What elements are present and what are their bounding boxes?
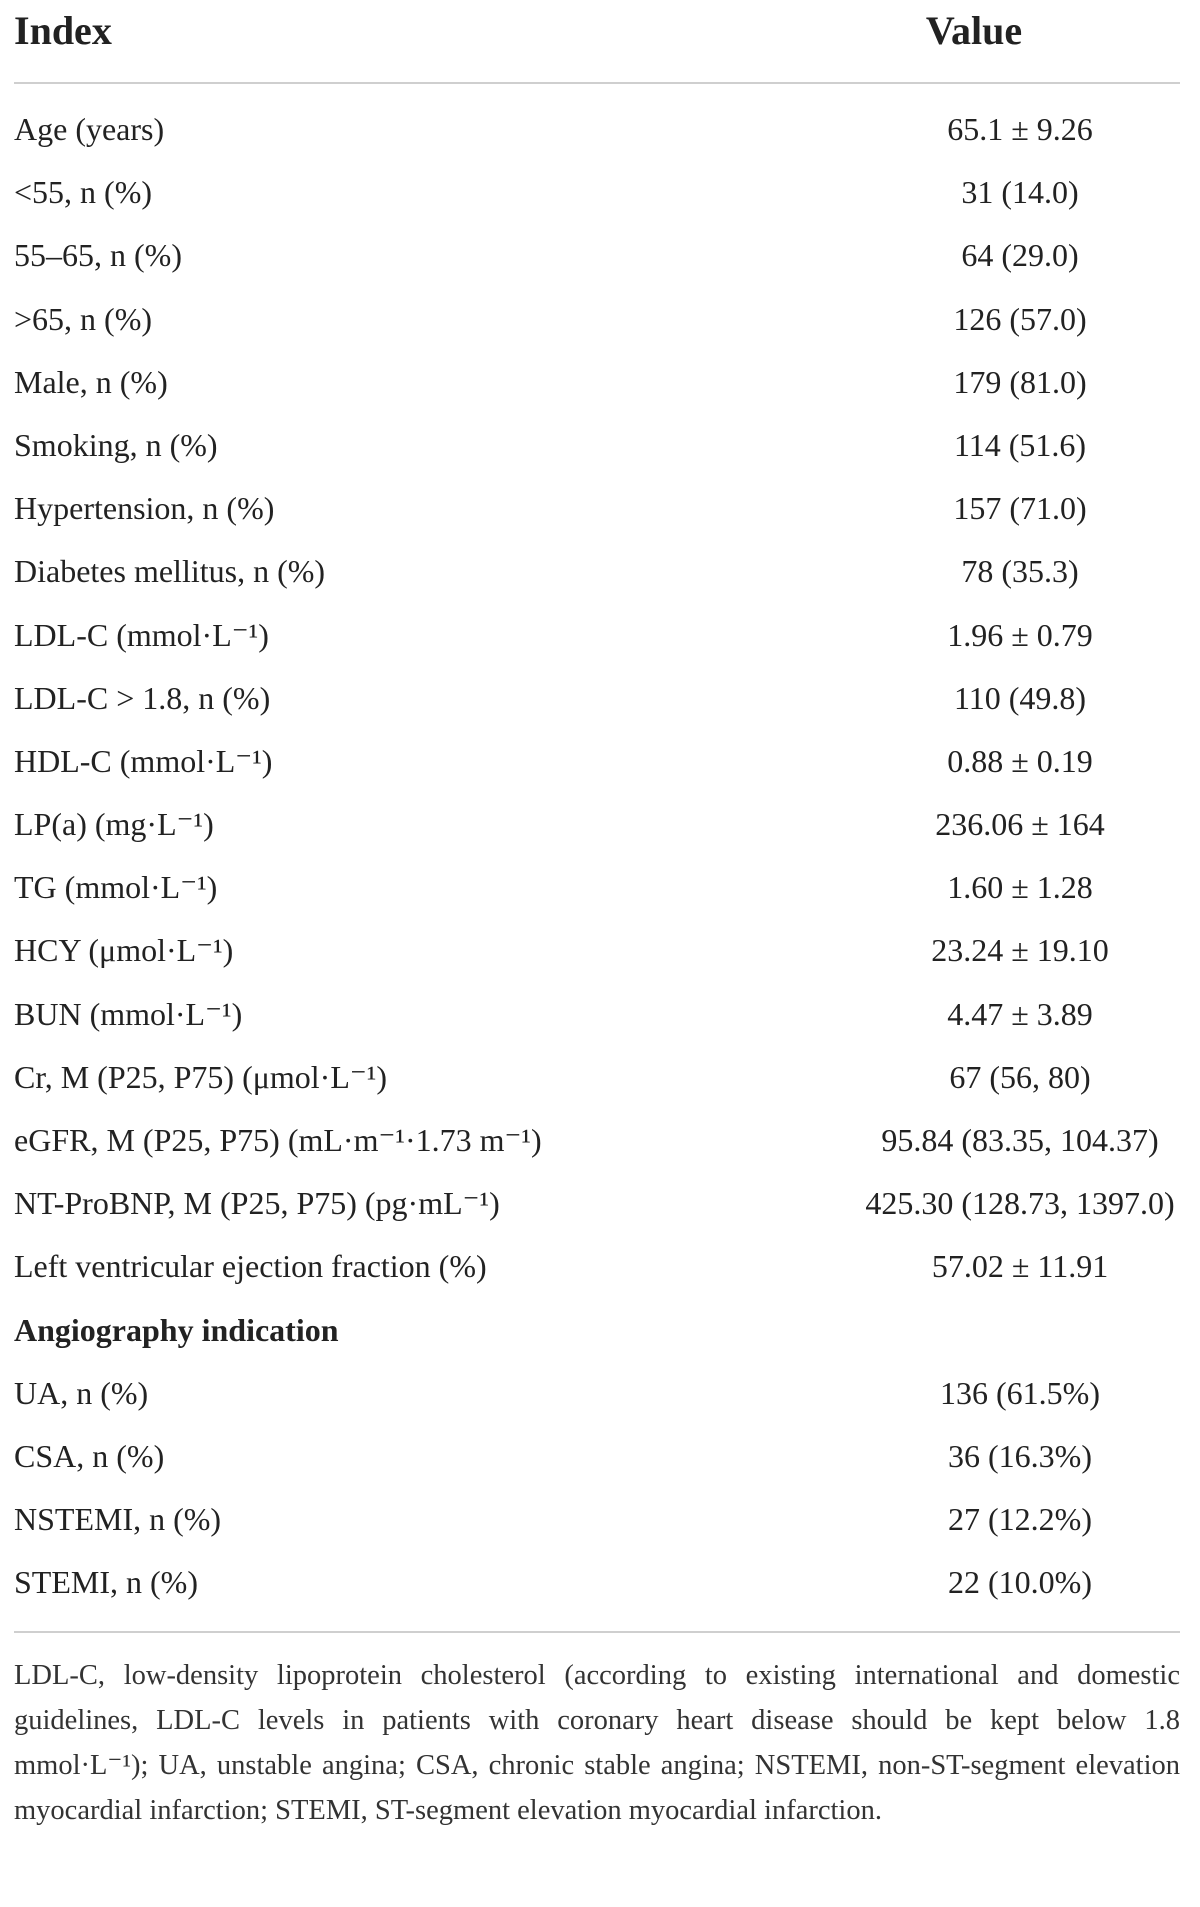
row-label: Age (years) — [14, 111, 165, 147]
row-label: Left ventricular ejection fraction (%) — [14, 1248, 487, 1285]
table-row: CSA, n (%) 36 (16.3%) — [14, 1425, 1180, 1488]
row-label: <55, n (%) — [14, 174, 153, 211]
row-label: TG (mmol·L⁻¹) — [14, 869, 218, 906]
table-row: Hypertension, n (%) 157 (71.0) — [14, 477, 1180, 540]
section-header-row — [14, 1299, 1180, 1362]
table-row: NSTEMI, n (%) 27 (12.2%) — [14, 1488, 1180, 1551]
row-label: Hypertension, n (%) — [14, 490, 275, 527]
row-label: Cr, M (P25, P75) (μmol·L⁻¹) — [14, 1058, 388, 1095]
table-header: Index Value — [14, 0, 1180, 84]
table-row: Age (years) 65.1 ± 9.26 — [14, 98, 1180, 161]
row-label: NSTEMI, n (%) — [14, 1501, 222, 1538]
row-label: 55–65, n (%) — [14, 237, 182, 274]
table-row: LP(a) (mg·L⁻¹) 236.06 ± 164 — [14, 793, 1180, 856]
row-label: LDL-C > 1.8, n (%) — [14, 679, 271, 716]
row-label: BUN (mmol·L⁻¹) — [14, 995, 243, 1032]
table-row: UA, n (%) 136 (61.5%) — [14, 1362, 1180, 1425]
row-label: UA, n (%) — [14, 1374, 149, 1411]
table-row: Diabetes mellitus, n (%) 78 (35.3) — [14, 540, 1180, 603]
row-label: HCY (μmol·L⁻¹) — [14, 932, 234, 969]
table-footnote: LDL-C, low-density lipoprotein cholesterol (according to existing international and domestic guidelines, LDL-C levels in patients with coronary heart disease should be kept below 1.8 mmol·L⁻¹); UA, unstable angina; CSA, chronic stable angina; NSTEMI, non-ST-segment elevation myocardial infarction; STEMI, ST-segment elevation myocardial infarction. — [14, 1659, 1180, 1826]
table-row: Left ventricular ejection fraction (%) 57.02 ± 11.91 — [14, 1235, 1180, 1298]
table-row: BUN (mmol·L⁻¹) 4.47 ± 3.89 — [14, 983, 1180, 1046]
data-table — [14, 0, 1180, 1833]
table-row: LDL-C > 1.8, n (%) 110 (49.8) — [14, 667, 1180, 730]
row-label: >65, n (%) — [14, 300, 153, 337]
row-label: LDL-C (mmol·L⁻¹) — [14, 616, 269, 653]
row-label: Angiography indication — [14, 1311, 339, 1348]
table-row: LDL-C (mmol·L⁻¹) 1.96 ± 0.79 — [14, 604, 1180, 667]
table-row: Male, n (%) 179 (81.0) — [14, 351, 1180, 414]
table-row: Smoking, n (%) 114 (51.6) — [14, 414, 1180, 477]
table-row: NT-ProBNP, M (P25, P75) (pg·mL⁻¹) 425.30 (128.73, 1397.0) — [14, 1172, 1180, 1235]
row-label: CSA, n (%) — [14, 1437, 165, 1474]
row-label: Smoking, n (%) — [14, 426, 218, 463]
row-label: NT-ProBNP, M (P25, P75) (pg·mL⁻¹) — [14, 1185, 500, 1222]
table-row: STEMI, n (%) 22 (10.0%) — [14, 1551, 1180, 1614]
row-label: LP(a) (mg·L⁻¹) — [14, 806, 214, 843]
table-row: HCY (μmol·L⁻¹) 23.24 ± 19.10 — [14, 919, 1180, 982]
table-row: 55–65, n (%) 64 (29.0) — [14, 224, 1180, 287]
row-label: HDL-C (mmol·L⁻¹) — [14, 742, 273, 779]
table-bottom-rule — [14, 1631, 1180, 1633]
row-label: Male, n (%) — [14, 363, 168, 400]
row-label: eGFR, M (P25, P75) (mL·m⁻¹·1.73 m⁻¹) — [14, 1122, 542, 1158]
table-row: HDL-C (mmol·L⁻¹) 0.88 ± 0.19 — [14, 730, 1180, 793]
table-row: Cr, M (P25, P75) (μmol·L⁻¹) 67 (56, 80) — [14, 1046, 1180, 1109]
table-row: TG (mmol·L⁻¹) 1.60 ± 1.28 — [14, 856, 1180, 919]
row-label: Diabetes mellitus, n (%) — [14, 553, 326, 590]
table-row: >65, n (%) 126 (57.0) — [14, 288, 1180, 351]
table-body — [14, 84, 1180, 1615]
table-row: <55, n (%) 31 (14.0) — [14, 161, 1180, 224]
header-index: Index — [14, 8, 112, 53]
table-row: eGFR, M (P25, P75) (mL·m⁻¹·1.73 m⁻¹) 95.84 (83.35, 104.37) — [14, 1109, 1180, 1172]
row-label: STEMI, n (%) — [14, 1564, 198, 1601]
